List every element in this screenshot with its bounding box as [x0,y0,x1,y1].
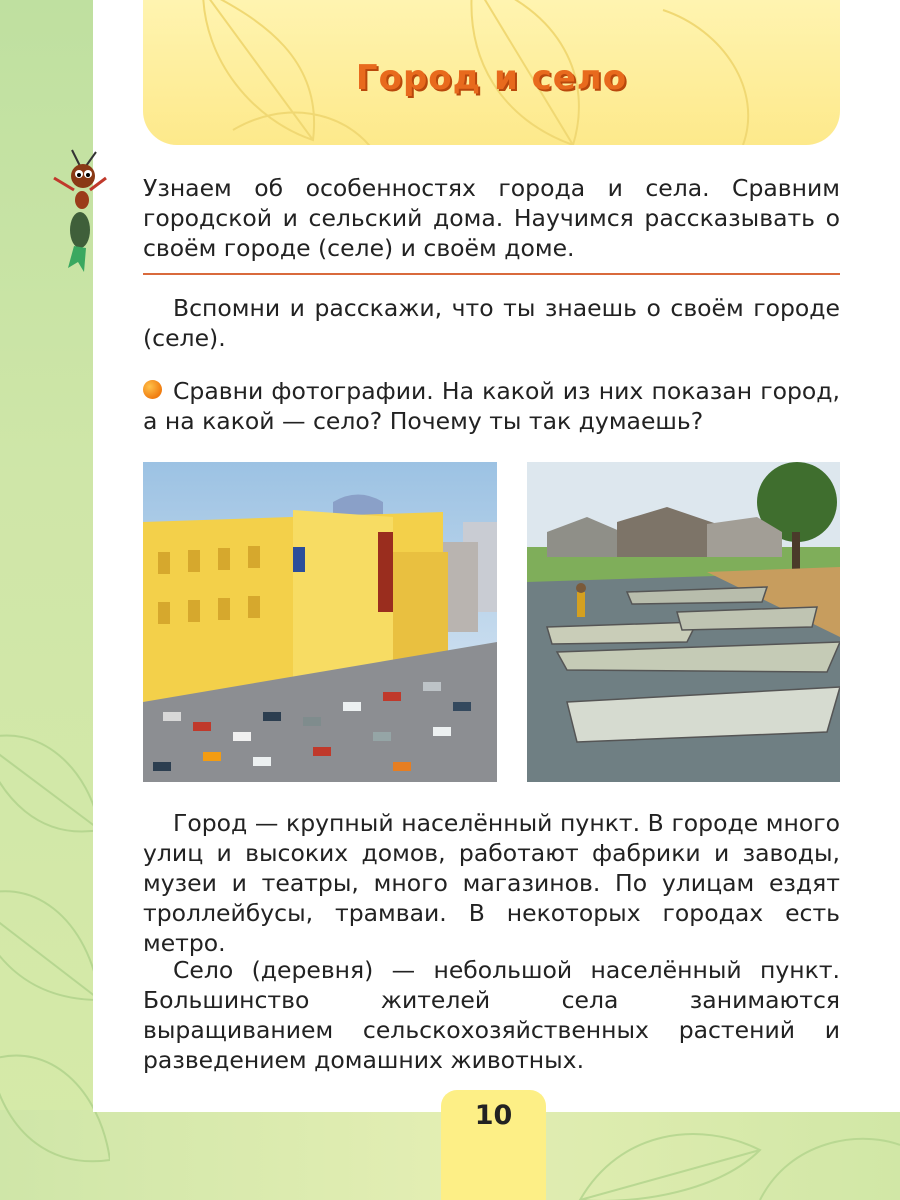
question-compare-photos: Сравни фотографии. На какой из них показан город, а на какой — село? Почему ты так думаешь? [143,377,840,435]
page-title: Город и село [355,58,628,98]
village-photo [527,462,840,782]
section-divider [143,273,840,275]
ant-mascot-icon [44,148,114,278]
city-definition: Город — крупный населённый пункт. В городе много улиц и высоких домов, работают фабрики и заводы, музеи и театры, много магазинов. По улицам ездят троллейбусы, трамваи. В некоторых городах есть метро. [143,809,840,957]
title-banner [143,0,840,145]
intro-text: Узнаем об особенностях города и села. Сравним городской и сельский дома. Научимся рассказывать о своём городе (селе) и своём доме. [143,174,840,262]
leaf-decor-bottom-icon [560,1110,900,1200]
question-recall: Вспомни и расскажи, что ты знаешь о своём городе (селе). [143,294,840,352]
page-number: 10 [474,1100,513,1131]
city-photo [143,462,497,782]
village-definition: Село (деревня) — небольшой населённый пункт. Большинство жителей села занимаются выращиванием сельскохозяйственных растений и разведением домашних животных. [143,956,840,1074]
